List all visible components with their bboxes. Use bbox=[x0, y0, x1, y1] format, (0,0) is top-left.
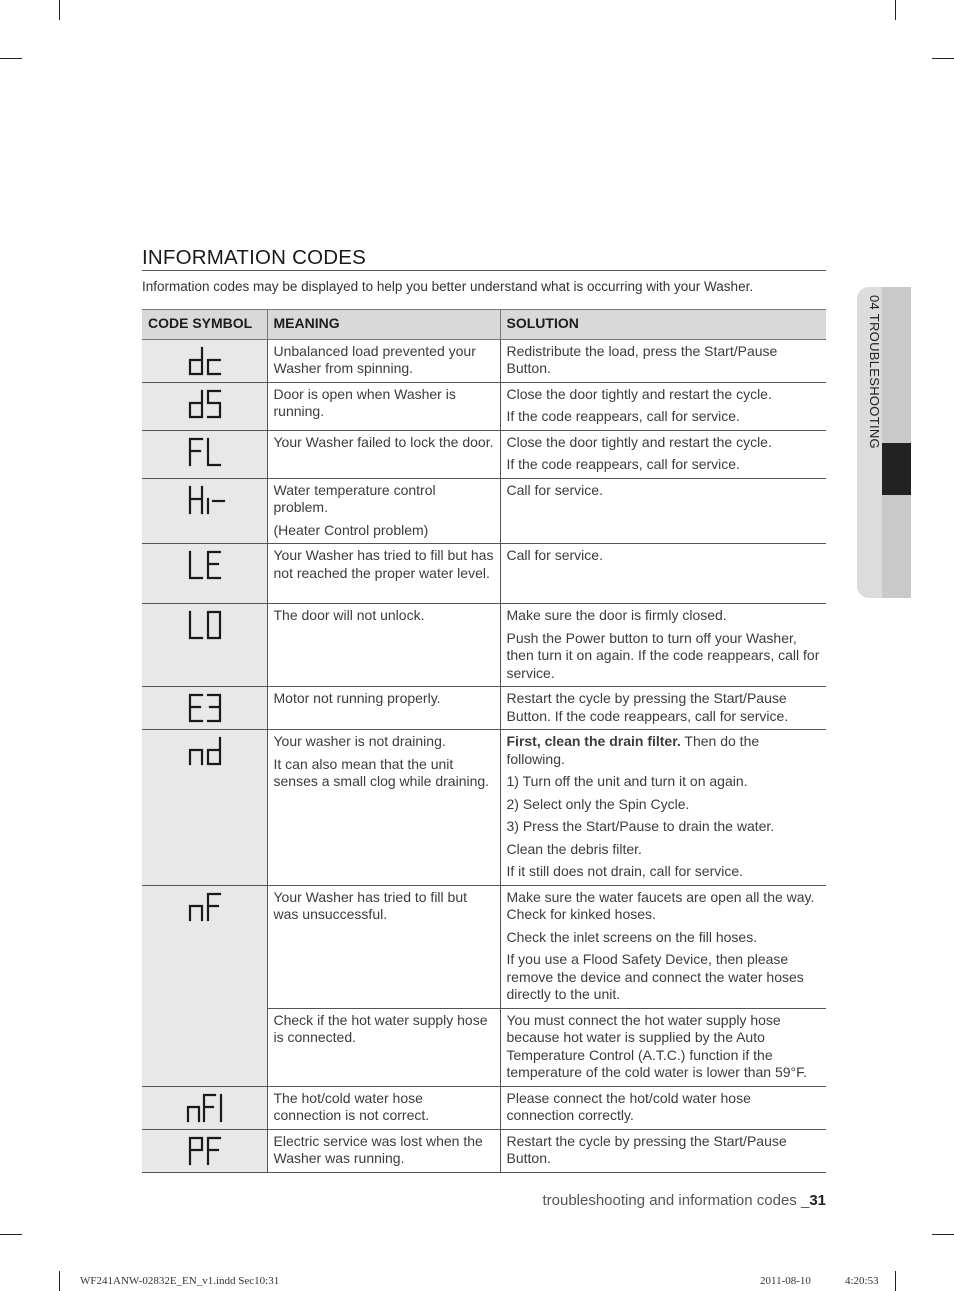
table-row bbox=[142, 382, 826, 430]
table-header-row bbox=[142, 310, 826, 340]
crop-mark bbox=[895, 1271, 896, 1291]
solution-cell: Restart the cycle by pressing the Start/Pause Button. bbox=[500, 1129, 826, 1172]
table-row bbox=[142, 1086, 826, 1129]
code-symbol-cell bbox=[142, 730, 267, 886]
code-nd-glyph bbox=[188, 734, 267, 768]
meaning-cell: Your Washer failed to lock the door. bbox=[267, 430, 500, 478]
code-symbol-cell bbox=[142, 430, 267, 478]
meaning-cell: The door will not unlock. bbox=[267, 604, 500, 687]
solution-cell: Redistribute the load, press the Start/Pause Button. bbox=[500, 339, 826, 382]
column-header-code-symbol: CODE SYMBOL bbox=[142, 310, 267, 340]
meaning-cell: Your washer is not draining. It can also mean that the unit senses a small clog while draining. bbox=[267, 730, 500, 886]
solution-cell: Close the door tightly and restart the cycle. If the code reappears, call for service. bbox=[500, 382, 826, 430]
solution-cell: You must connect the hot water supply hose because hot water is supplied by the Auto Temperature Control (A.T.C.) function if the temperature of the cold water is lower than 59°F. bbox=[500, 1008, 826, 1086]
table-row bbox=[142, 730, 826, 886]
meaning-cell: Door is open when Washer is running. bbox=[267, 382, 500, 430]
table-row bbox=[142, 1129, 826, 1172]
crop-mark bbox=[59, 1271, 60, 1291]
print-slug-file: WF241ANW-02832E_EN_v1.indd Sec10:31 bbox=[80, 1275, 280, 1287]
table-row bbox=[142, 339, 826, 382]
crop-mark bbox=[895, 0, 896, 20]
table-row bbox=[142, 885, 826, 1008]
information-codes-table bbox=[142, 309, 826, 1173]
code-hi-glyph bbox=[188, 483, 267, 517]
solution-cell: Close the door tightly and restart the cycle. If the code reappears, call for service. bbox=[500, 430, 826, 478]
code-dc-glyph bbox=[188, 344, 267, 378]
table-row bbox=[142, 478, 826, 544]
print-slug-date: 2011-08-10 bbox=[760, 1275, 811, 1287]
meaning-cell: Water temperature control problem. (Heater Control problem) bbox=[267, 478, 500, 544]
meaning-cell: Motor not running properly. bbox=[267, 687, 500, 730]
code-symbol-cell bbox=[142, 339, 267, 382]
code-symbol-cell bbox=[142, 687, 267, 730]
page-footer bbox=[542, 1192, 826, 1209]
table-row bbox=[142, 544, 826, 604]
solution-cell: Call for service. bbox=[500, 544, 826, 604]
print-slug-time: 4:20:53 bbox=[845, 1275, 879, 1287]
column-header-meaning: MEANING bbox=[267, 310, 500, 340]
crop-mark bbox=[932, 1234, 954, 1235]
crop-mark bbox=[932, 58, 954, 59]
crop-mark bbox=[59, 0, 60, 20]
solution-cell: First, clean the drain filter. Then do the following. 1) Turn off the unit and turn it on again. 2) Select only the Spin Cycle. 3) Press the Start/Pause to drain the water. Clean the debris filter. If it still does not drain, call for service. bbox=[500, 730, 826, 886]
meaning-cell: Electric service was lost when the Washer was running. bbox=[267, 1129, 500, 1172]
table-row bbox=[142, 430, 826, 478]
title-divider bbox=[142, 270, 826, 271]
code-symbol-cell bbox=[142, 885, 267, 1086]
table-row bbox=[142, 604, 826, 687]
code-symbol-cell bbox=[142, 382, 267, 430]
page-title: INFORMATION CODES bbox=[142, 246, 366, 269]
side-tab-label: 04 TROUBLESHOOTING bbox=[867, 295, 882, 449]
code-fl-glyph bbox=[188, 435, 267, 469]
solution-cell: Call for service. bbox=[500, 478, 826, 544]
code-symbol-cell bbox=[142, 1129, 267, 1172]
meaning-cell: Your Washer has tried to fill but has not reached the proper water level. bbox=[267, 544, 500, 604]
solution-emphasis: First, clean the drain filter. bbox=[506, 733, 681, 749]
code-symbol-cell bbox=[142, 478, 267, 544]
meaning-cell: The hot/cold water hose connection is not correct. bbox=[267, 1086, 500, 1129]
column-header-solution: SOLUTION bbox=[500, 310, 826, 340]
code-lo-glyph bbox=[188, 608, 267, 642]
intro-text: Information codes may be displayed to help you better understand what is occurring with your Washer. bbox=[142, 279, 754, 294]
code-nf-glyph bbox=[188, 890, 267, 924]
solution-cell: Please connect the hot/cold water hose connection correctly. bbox=[500, 1086, 826, 1129]
code-symbol-cell bbox=[142, 544, 267, 604]
crop-mark bbox=[0, 58, 22, 59]
code-e3-glyph bbox=[188, 691, 267, 725]
page-number: 31 bbox=[809, 1192, 826, 1209]
footer-text: troubleshooting and information codes _ bbox=[542, 1192, 810, 1209]
solution-cell: Make sure the door is firmly closed. Push the Power button to turn off your Washer, then turn it on again. If the code reappears, call for service. bbox=[500, 604, 826, 687]
meaning-cell: Your Washer has tried to fill but was unsuccessful. bbox=[267, 885, 500, 1008]
meaning-cell: Unbalanced load prevented your Washer from spinning. bbox=[267, 339, 500, 382]
solution-cell: Restart the cycle by pressing the Start/Pause Button. If the code reappears, call for service. bbox=[500, 687, 826, 730]
code-le-glyph bbox=[188, 548, 267, 582]
code-ds-glyph bbox=[188, 387, 267, 421]
code-symbol-cell bbox=[142, 604, 267, 687]
solution-cell: Make sure the water faucets are open all the way. Check for kinked hoses. Check the inlet screens on the fill hoses. If you use a Flood Safety Device, then please remove the device and connect the water hoses directly to the unit. bbox=[500, 885, 826, 1008]
code-symbol-cell bbox=[142, 1086, 267, 1129]
side-tab-marker bbox=[882, 443, 911, 495]
crop-mark bbox=[0, 1234, 22, 1235]
meaning-cell: Check if the hot water supply hose is connected. bbox=[267, 1008, 500, 1086]
code-nf1-glyph bbox=[186, 1091, 267, 1125]
code-pf-glyph bbox=[188, 1134, 267, 1168]
table-row bbox=[142, 687, 826, 730]
